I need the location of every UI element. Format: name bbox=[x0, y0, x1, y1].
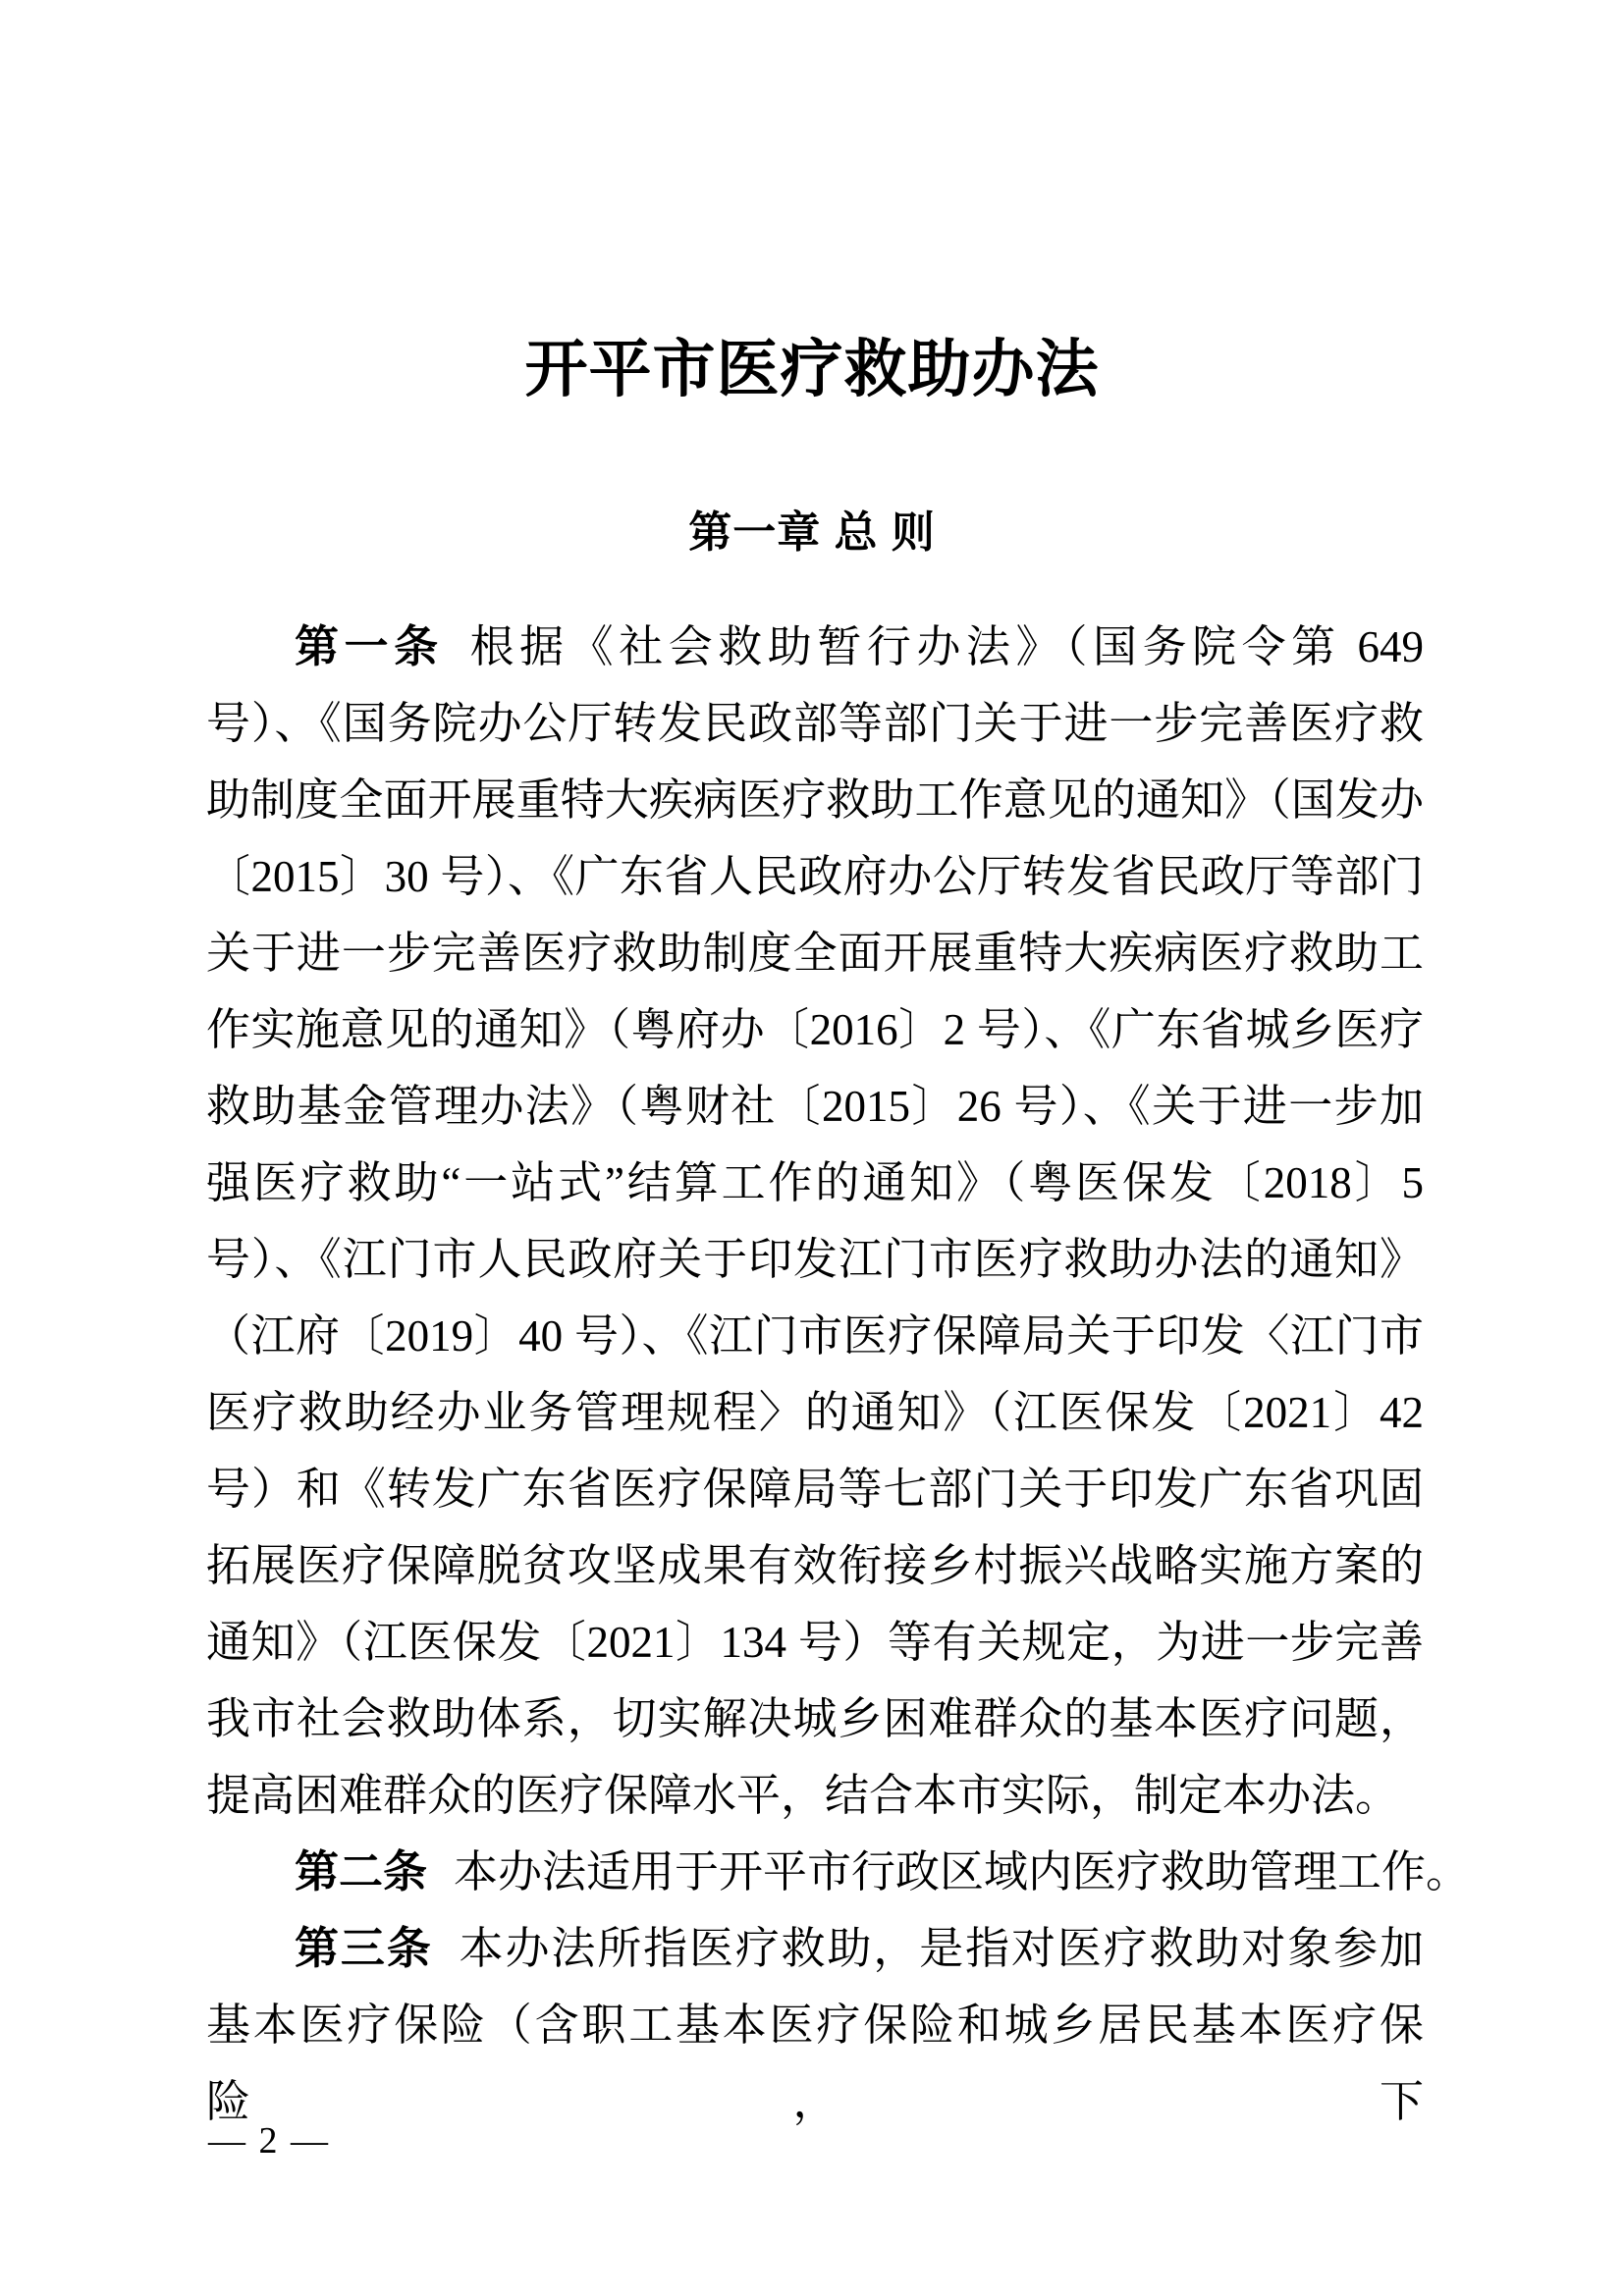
article-text: 本办法适用于开平市行政区域内医疗救助管理工作。 bbox=[454, 1847, 1471, 1896]
article-text: 根据《社会救助暂行办法》（国务院令第 649 号）、《国务院办公厅转发民政部等部门关于进一步完善医疗救助制度全面开展重特大疾病医疗救助工作意见的通知》（国发办〔2015〕30 号）、《广东省人民政府办公厅转发省民政厅等部门关于进一步完善医疗救助制度全面开展重特大疾病医疗救助工作实施意见的通知》（粤府办〔2016〕2 号）、《广东省城乡医疗救助基金管理办法》（粤财社〔2015〕26 号）、《关于进一步加强医疗救助“一站式”结算工作的通知》（粤医保发〔2018〕5 号）、《江门市人民政府关于印发江门市医疗救助办法的通知》（江府〔2019〕40 号）、《江门市医疗保障局关于印发〈江门市医疗救助经办业务管理规程〉的通知》（江医保发〔2021〕42 号）和《转发广东省医疗保障局等七部门关于印发广东省巩固拓展医疗保障脱贫攻坚成果有效衔接乡村振兴战略实施方案的通知》（江医保发〔2021〕134 号）等有关规定，为进一步完善我市社会救助体系，切实解决城乡困难群众的基本医疗问题，提高困难群众的医疗保障水平，结合本市实际，制定本办法。 bbox=[206, 622, 1424, 1820]
document-body bbox=[206, 609, 1471, 2140]
article-number: 第三条 bbox=[295, 1923, 433, 1973]
article-text: 本办法所指医疗救助，是指对医疗救助对象参加基本医疗保险（含职工基本医疗保险和城乡居民基本医疗保险，下 bbox=[206, 1924, 1424, 2126]
article-number: 第一条 bbox=[295, 621, 444, 671]
article-number: 第二条 bbox=[295, 1846, 428, 1896]
chapter-heading: 第一章 总 则 bbox=[688, 507, 936, 557]
document-title: 开平市医疗救助办法 bbox=[524, 334, 1100, 404]
article-paragraph-2 bbox=[206, 1834, 1471, 1910]
page-number: — 2 — bbox=[208, 2120, 330, 2162]
article-paragraph-3 bbox=[206, 1910, 1424, 2140]
article-paragraph-1 bbox=[206, 609, 1424, 1834]
